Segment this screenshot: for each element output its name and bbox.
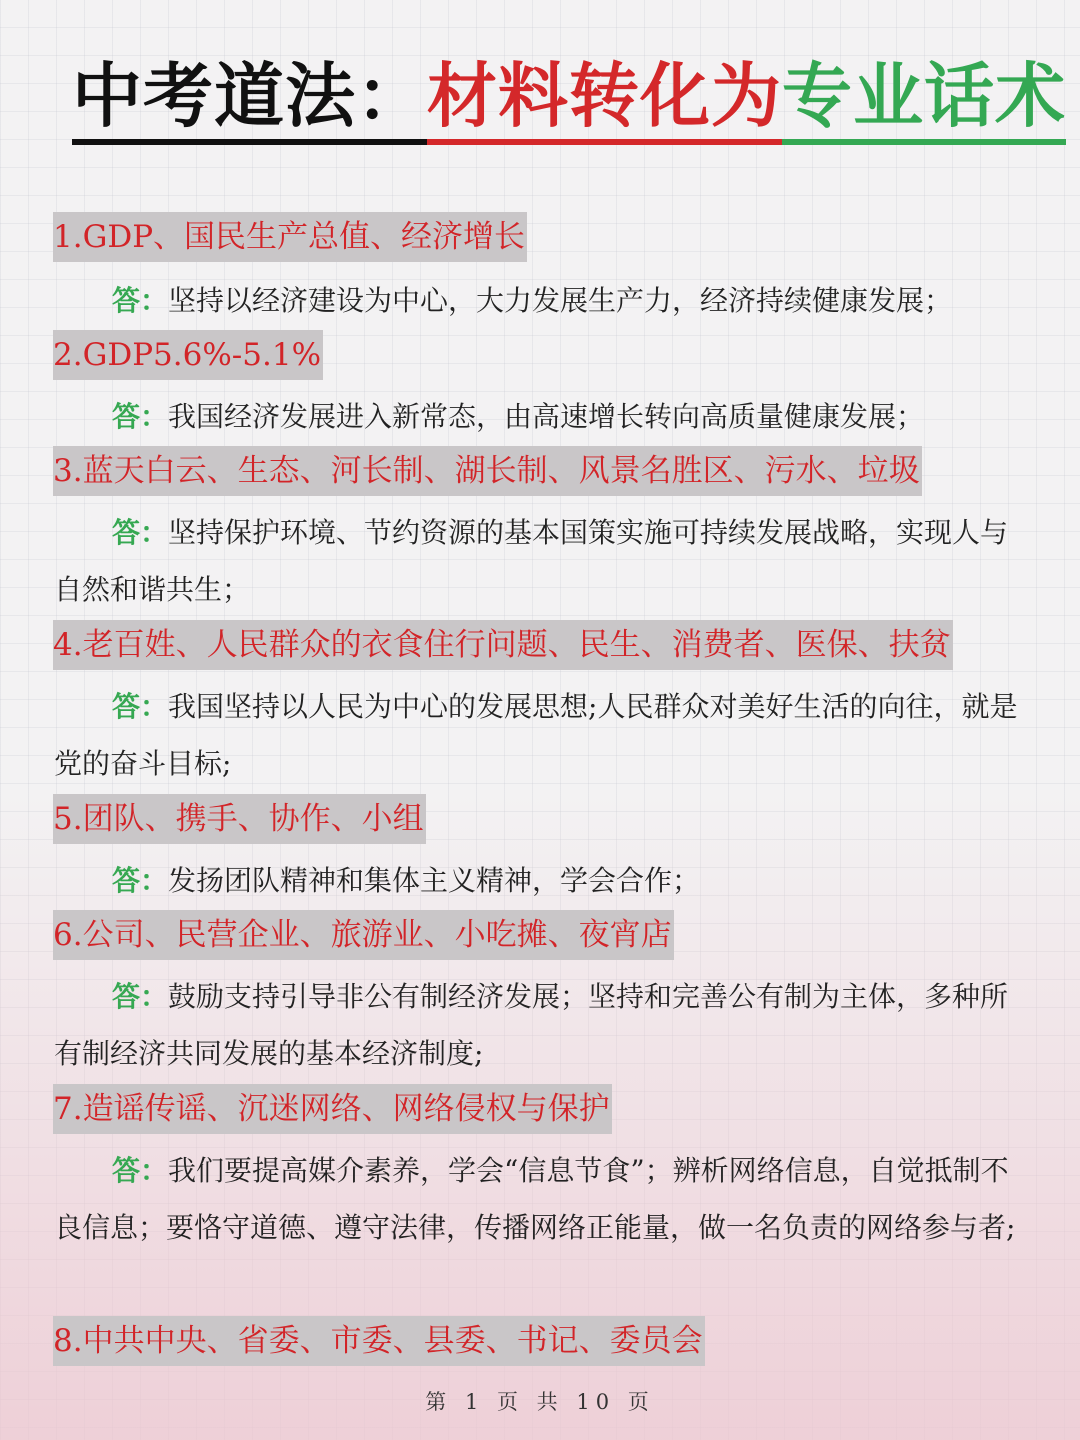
answer-text: 坚持以经济建设为中心，大力发展生产力，经济持续健康发展； — [168, 284, 953, 317]
answer-4 — [54, 678, 1029, 792]
answer-7 — [54, 1142, 1029, 1256]
answer-1 — [54, 272, 1029, 329]
answer-text: 我国坚持以人民为中心的发展思想;人民群众对美好生活的向往，就是党的奋斗目标; — [54, 690, 1018, 780]
title-part-terms: 专业话术 — [782, 53, 1066, 145]
answer-label: 答： — [112, 400, 169, 433]
answer-6 — [54, 968, 1029, 1082]
page-number: 第 1 页 共 10 页 — [425, 1390, 655, 1414]
answer-2 — [54, 388, 1029, 445]
answer-text: 发扬团队精神和集体主义精神，学会合作； — [168, 864, 701, 897]
answer-label: 答： — [112, 864, 169, 897]
question-heading-4: 4.老百姓、人民群众的衣食住行问题、民生、消费者、医保、扶贫 — [53, 620, 953, 670]
answer-text: 坚持保护环境、节约资源的基本国策实施可持续发展战略，实现人与自然和谐共生； — [54, 516, 1009, 606]
answer-3 — [54, 504, 1029, 618]
question-heading-8: 8.中共中央、省委、市委、县委、书记、委员会 — [53, 1316, 705, 1366]
answer-5 — [54, 852, 1029, 909]
title-part-material: 材料转化为 — [427, 53, 782, 145]
title-part-subject: 中考道法： — [72, 53, 427, 145]
answer-label: 答： — [112, 284, 169, 317]
question-heading-2: 2.GDP5.6%-5.1% — [53, 330, 323, 380]
answer-label: 答： — [112, 980, 169, 1013]
question-heading-3: 3.蓝天白云、生态、河长制、湖长制、风景名胜区、污水、垃圾 — [53, 446, 922, 496]
answer-label: 答： — [112, 516, 169, 549]
answer-text: 我国经济发展进入新常态，由高速增长转向高质量健康发展； — [168, 400, 925, 433]
question-heading-6: 6.公司、民营企业、旅游业、小吃摊、夜宵店 — [53, 910, 674, 960]
answer-text: 鼓励支持引导非公有制经济发展；坚持和完善公有制为主体，多种所有制经济共同发展的基本经济制度; — [54, 980, 1009, 1070]
answer-text: 我们要提高媒介素养，学会“信息节食”；辨析网络信息，自觉抵制不良信息；要恪守道德、遵守法律，传播网络正能量，做一名负责的网络参与者; — [54, 1154, 1016, 1244]
question-heading-5: 5.团队、携手、协作、小组 — [53, 794, 426, 844]
question-heading-7: 7.造谣传谣、沉迷网络、网络侵权与保护 — [53, 1084, 612, 1134]
answer-label: 答： — [112, 1154, 169, 1187]
answer-label: 答： — [112, 690, 169, 723]
page-title — [72, 48, 1066, 144]
question-heading-1: 1.GDP、国民生产总值、经济增长 — [53, 212, 527, 262]
